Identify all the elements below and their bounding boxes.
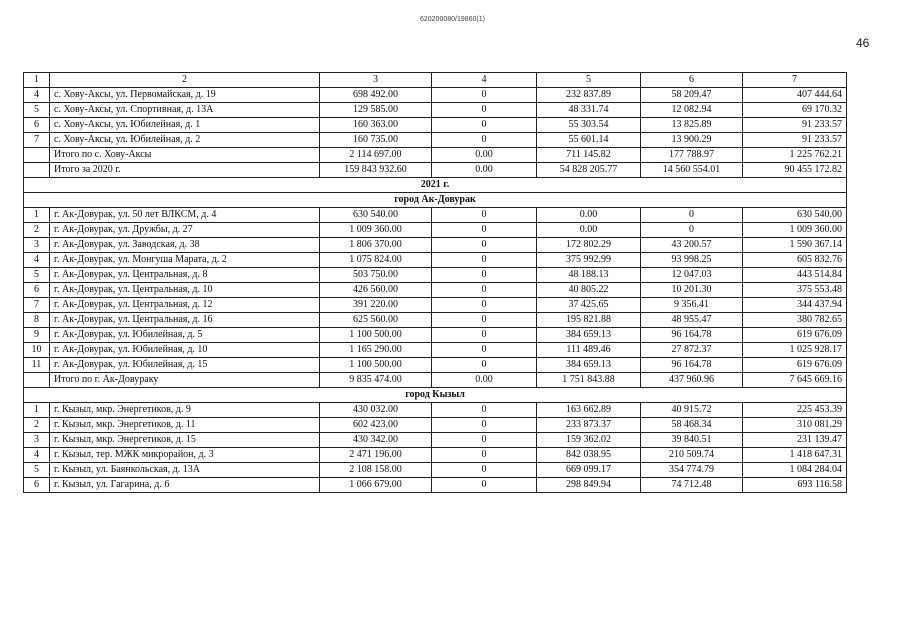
amount-cell: 1 009 360.00 [320, 223, 432, 238]
row-number: 10 [24, 343, 50, 358]
table-row [24, 208, 847, 223]
amount-cell: 48 331.74 [537, 103, 641, 118]
amount-cell: 407 444.64 [743, 88, 847, 103]
address-cell: г. Кызыл, ул. Баянкольская, д. 13А [50, 463, 320, 478]
row-number: 11 [24, 358, 50, 373]
amount-cell: 1 418 647.31 [743, 448, 847, 463]
amount-cell: 375 553.48 [743, 283, 847, 298]
section-header-row [24, 193, 847, 208]
column-number: 5 [537, 73, 641, 88]
amount-cell: 1 100 500.00 [320, 328, 432, 343]
amount-cell: 391 220.00 [320, 298, 432, 313]
address-cell: г. Ак-Довурак, ул. Юбилейная, д. 10 [50, 343, 320, 358]
section-header-row [24, 178, 847, 193]
address-cell: с. Хову-Аксы, ул. Спортивная, д. 13А [50, 103, 320, 118]
address-cell: г. Кызыл, мкр. Энергетиков, д. 11 [50, 418, 320, 433]
row-number: 3 [24, 433, 50, 448]
address-cell: г. Ак-Довурак, ул. Центральная, д. 12 [50, 298, 320, 313]
amount-cell: 0 [432, 118, 537, 133]
table-row [24, 133, 847, 148]
address-cell: г. Ак-Довурак, ул. Центральная, д. 8 [50, 268, 320, 283]
amount-cell: 426 560.00 [320, 283, 432, 298]
amount-cell: 602 423.00 [320, 418, 432, 433]
row-number: 6 [24, 283, 50, 298]
amount-cell: 1 806 370.00 [320, 238, 432, 253]
section-title: 2021 г. [24, 178, 847, 193]
amount-cell: 1 025 928.17 [743, 343, 847, 358]
amount-cell: 159 362.02 [537, 433, 641, 448]
amount-cell: 1 084 284.04 [743, 463, 847, 478]
amount-cell: 605 832.76 [743, 253, 847, 268]
table-row [24, 343, 847, 358]
amount-cell: 0 [432, 238, 537, 253]
total-row [24, 148, 847, 163]
amount-cell: 232 837.89 [537, 88, 641, 103]
section-title: город Ак-Довурак [24, 193, 847, 208]
table-row [24, 88, 847, 103]
column-number: 3 [320, 73, 432, 88]
column-number: 7 [743, 73, 847, 88]
row-number: 3 [24, 238, 50, 253]
amount-cell: 0.00 [537, 208, 641, 223]
amount-cell: 39 840.51 [641, 433, 743, 448]
address-cell: г. Ак-Довурак, ул. Дружбы, д. 27 [50, 223, 320, 238]
amount-cell: 172 802.29 [537, 238, 641, 253]
amount-cell: 0 [432, 343, 537, 358]
amount-cell: 54 828 205.77 [537, 163, 641, 178]
amount-cell: 430 032.00 [320, 403, 432, 418]
amount-cell: 74 712.48 [641, 478, 743, 493]
amount-cell: 27 872.37 [641, 343, 743, 358]
row-number: 4 [24, 253, 50, 268]
amount-cell: 298 849.94 [537, 478, 641, 493]
table-row [24, 223, 847, 238]
amount-cell: 58 468.34 [641, 418, 743, 433]
amount-cell: 90 455 172.82 [743, 163, 847, 178]
table-body [24, 73, 847, 493]
amount-cell: 0 [432, 88, 537, 103]
amount-cell: 0 [432, 133, 537, 148]
amount-cell: 619 676.09 [743, 358, 847, 373]
amount-cell: 12 047.03 [641, 268, 743, 283]
address-cell: Итого за 2020 г. [50, 163, 320, 178]
amount-cell: 698 492.00 [320, 88, 432, 103]
table-row [24, 298, 847, 313]
row-number: 6 [24, 478, 50, 493]
row-number [24, 163, 50, 178]
amount-cell: 0.00 [432, 373, 537, 388]
amount-cell: 437 960.96 [641, 373, 743, 388]
amount-cell: 0 [432, 418, 537, 433]
amount-cell: 375 992.99 [537, 253, 641, 268]
amount-cell: 384 659.13 [537, 328, 641, 343]
row-number: 5 [24, 103, 50, 118]
amount-cell: 1 009 360.00 [743, 223, 847, 238]
amount-cell: 160 735.00 [320, 133, 432, 148]
amount-cell: 0 [432, 208, 537, 223]
amount-cell: 93 998.25 [641, 253, 743, 268]
column-number: 2 [50, 73, 320, 88]
page-number: 46 [856, 36, 870, 50]
column-number-row [24, 73, 847, 88]
row-number: 7 [24, 133, 50, 148]
row-number: 8 [24, 313, 50, 328]
row-number: 2 [24, 418, 50, 433]
amount-cell: 40 805.22 [537, 283, 641, 298]
amount-cell: 160 363.00 [320, 118, 432, 133]
table-row [24, 313, 847, 328]
address-cell: с. Хову-Аксы, ул. Первомайская, д. 19 [50, 88, 320, 103]
amount-cell: 630 540.00 [743, 208, 847, 223]
column-number: 6 [641, 73, 743, 88]
address-cell: г. Ак-Довурак, ул. Центральная, д. 16 [50, 313, 320, 328]
amount-cell: 354 774.79 [641, 463, 743, 478]
table-row [24, 463, 847, 478]
amount-cell: 0 [432, 433, 537, 448]
amount-cell: 9 835 474.00 [320, 373, 432, 388]
row-number: 9 [24, 328, 50, 343]
amount-cell: 1 751 843.88 [537, 373, 641, 388]
row-number: 5 [24, 463, 50, 478]
amount-cell: 0 [641, 223, 743, 238]
row-number: 7 [24, 298, 50, 313]
total-row [24, 373, 847, 388]
row-number: 6 [24, 118, 50, 133]
amount-cell: 0 [641, 208, 743, 223]
amount-cell: 0 [432, 223, 537, 238]
section-title: город Кызыл [24, 388, 847, 403]
address-cell: г. Кызыл, мкр. Энергетиков, д. 15 [50, 433, 320, 448]
address-cell: г. Ак-Довурак, ул. 50 лет ВЛКСМ, д. 4 [50, 208, 320, 223]
amount-cell: 0 [432, 103, 537, 118]
amount-cell: 0 [432, 298, 537, 313]
amount-cell: 69 170.32 [743, 103, 847, 118]
document-id: 620200080/19860(1) [419, 16, 485, 23]
row-number: 5 [24, 268, 50, 283]
amount-cell: 55 303.54 [537, 118, 641, 133]
amount-cell: 625 560.00 [320, 313, 432, 328]
amount-cell: 344 437.94 [743, 298, 847, 313]
address-cell: г. Кызыл, ул. Гагарина, д. 6 [50, 478, 320, 493]
table-row [24, 478, 847, 493]
amount-cell: 619 676.09 [743, 328, 847, 343]
amount-cell: 384 659.13 [537, 358, 641, 373]
amount-cell: 0 [432, 463, 537, 478]
amount-cell: 96 164.78 [641, 328, 743, 343]
address-cell: г. Ак-Довурак, ул. Заводская, д. 38 [50, 238, 320, 253]
address-cell: с. Хову-Аксы, ул. Юбилейная, д. 2 [50, 133, 320, 148]
amount-cell: 0.00 [537, 223, 641, 238]
table-row [24, 448, 847, 463]
column-number: 1 [24, 73, 50, 88]
address-cell: с. Хову-Аксы, ул. Юбилейная, д. 1 [50, 118, 320, 133]
table-row [24, 328, 847, 343]
amount-cell: 159 843 932.60 [320, 163, 432, 178]
amount-cell: 55 601.14 [537, 133, 641, 148]
amount-cell: 13 900.29 [641, 133, 743, 148]
table-row [24, 103, 847, 118]
amount-cell: 1 066 679.00 [320, 478, 432, 493]
table-row [24, 418, 847, 433]
amount-cell: 0 [432, 313, 537, 328]
amount-cell: 0 [432, 448, 537, 463]
amount-cell: 1 075 824.00 [320, 253, 432, 268]
amount-cell: 0 [432, 358, 537, 373]
row-number: 1 [24, 208, 50, 223]
amount-cell: 14 560 554.01 [641, 163, 743, 178]
address-cell: г. Кызыл, мкр. Энергетиков, д. 9 [50, 403, 320, 418]
address-cell: г. Ак-Довурак, ул. Монгуша Марата, д. 2 [50, 253, 320, 268]
amount-cell: 1 590 367.14 [743, 238, 847, 253]
amount-cell: 10 201.30 [641, 283, 743, 298]
amount-cell: 1 165 290.00 [320, 343, 432, 358]
row-number [24, 373, 50, 388]
amount-cell: 195 821.88 [537, 313, 641, 328]
row-number: 4 [24, 448, 50, 463]
amount-cell: 7 645 669.16 [743, 373, 847, 388]
amount-cell: 711 145.82 [537, 148, 641, 163]
row-number: 4 [24, 88, 50, 103]
amount-cell: 0 [432, 253, 537, 268]
row-number [24, 148, 50, 163]
amount-cell: 231 139.47 [743, 433, 847, 448]
address-cell: Итого по г. Ак-Довураку [50, 373, 320, 388]
amount-cell: 430 342.00 [320, 433, 432, 448]
table-row [24, 268, 847, 283]
amount-cell: 43 200.57 [641, 238, 743, 253]
amount-cell: 2 108 158.00 [320, 463, 432, 478]
amount-cell: 48 955.47 [641, 313, 743, 328]
amount-cell: 0 [432, 478, 537, 493]
table-row [24, 118, 847, 133]
address-cell: г. Кызыл, тер. МЖК микрорайон, д. 3 [50, 448, 320, 463]
amount-cell: 233 873.37 [537, 418, 641, 433]
address-cell: Итого по с. Хову-Аксы [50, 148, 320, 163]
amount-cell: 13 825.89 [641, 118, 743, 133]
address-cell: г. Ак-Довурак, ул. Юбилейная, д. 15 [50, 358, 320, 373]
amount-cell: 310 081.29 [743, 418, 847, 433]
data-table [23, 72, 847, 493]
amount-cell: 842 038.95 [537, 448, 641, 463]
row-number: 2 [24, 223, 50, 238]
amount-cell: 163 662.89 [537, 403, 641, 418]
amount-cell: 37 425.65 [537, 298, 641, 313]
table-row [24, 358, 847, 373]
amount-cell: 443 514.84 [743, 268, 847, 283]
amount-cell: 669 099.17 [537, 463, 641, 478]
amount-cell: 1 100 500.00 [320, 358, 432, 373]
amount-cell: 0 [432, 268, 537, 283]
amount-cell: 12 082.94 [641, 103, 743, 118]
section-header-row [24, 388, 847, 403]
amount-cell: 2 471 196.00 [320, 448, 432, 463]
table-row [24, 253, 847, 268]
amount-cell: 0 [432, 328, 537, 343]
table-row [24, 283, 847, 298]
amount-cell: 0.00 [432, 148, 537, 163]
address-cell: г. Ак-Довурак, ул. Юбилейная, д. 5 [50, 328, 320, 343]
amount-cell: 2 114 697.00 [320, 148, 432, 163]
amount-cell: 503 750.00 [320, 268, 432, 283]
amount-cell: 129 585.00 [320, 103, 432, 118]
amount-cell: 96 164.78 [641, 358, 743, 373]
amount-cell: 91 233.57 [743, 133, 847, 148]
amount-cell: 1 225 762.21 [743, 148, 847, 163]
amount-cell: 210 509.74 [641, 448, 743, 463]
amount-cell: 693 116.58 [743, 478, 847, 493]
amount-cell: 0 [432, 283, 537, 298]
table-row [24, 403, 847, 418]
amount-cell: 91 233.57 [743, 118, 847, 133]
amount-cell: 225 453.39 [743, 403, 847, 418]
amount-cell: 111 489.46 [537, 343, 641, 358]
amount-cell: 40 915.72 [641, 403, 743, 418]
total-row [24, 163, 847, 178]
amount-cell: 48 188.13 [537, 268, 641, 283]
column-number: 4 [432, 73, 537, 88]
table-row [24, 238, 847, 253]
amount-cell: 380 782.65 [743, 313, 847, 328]
amount-cell: 177 788.97 [641, 148, 743, 163]
amount-cell: 0.00 [432, 163, 537, 178]
address-cell: г. Ак-Довурак, ул. Центральная, д. 10 [50, 283, 320, 298]
table-row [24, 433, 847, 448]
amount-cell: 630 540.00 [320, 208, 432, 223]
amount-cell: 58 209.47 [641, 88, 743, 103]
amount-cell: 0 [432, 403, 537, 418]
row-number: 1 [24, 403, 50, 418]
amount-cell: 9 356.41 [641, 298, 743, 313]
